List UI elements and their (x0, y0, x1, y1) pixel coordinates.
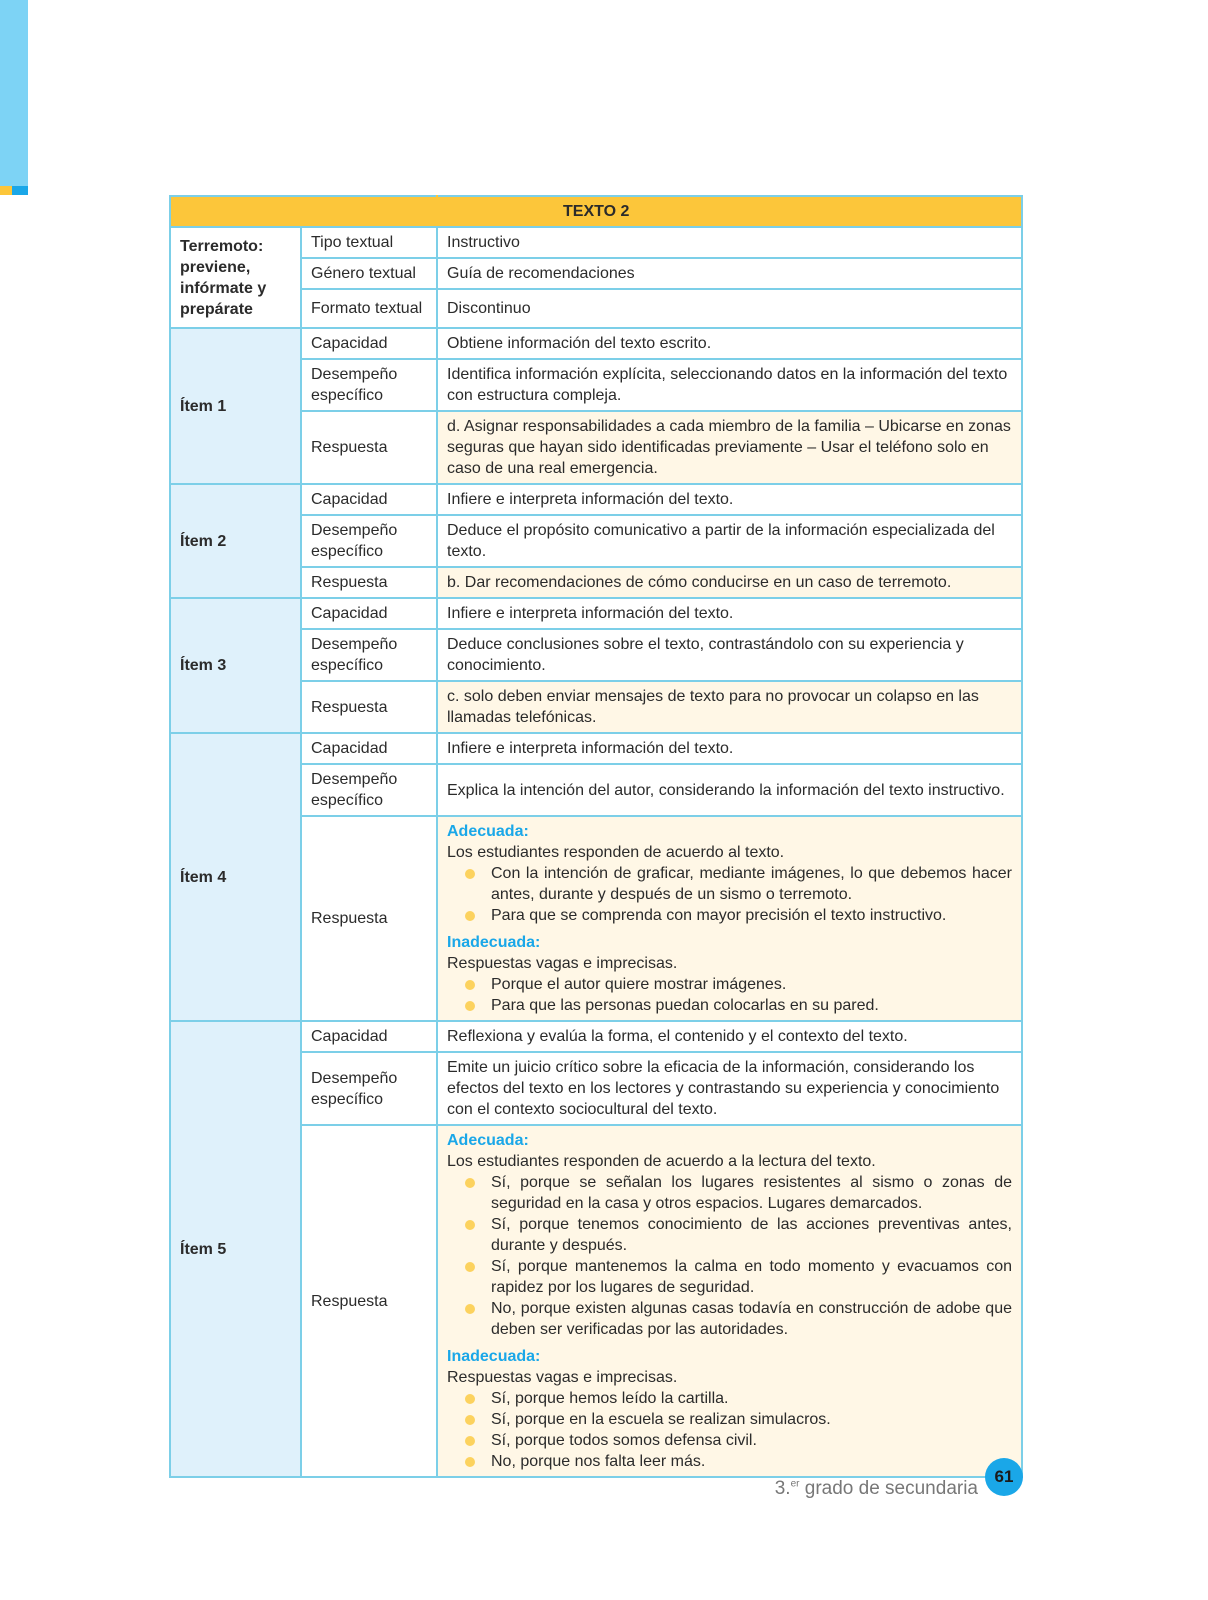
capacidad-label: Capacidad (301, 328, 437, 359)
capacidad-label: Capacidad (301, 484, 437, 515)
adecuada-list-item: Sí, porque mantenemos la calma en todo momento y evacuamos con rapidez por los lugares de seguridad. (491, 1258, 1012, 1296)
text-title-cell: Terremoto: previene, infórmate y prepárate (170, 227, 301, 328)
grade-text: grado de secundaria (799, 1478, 978, 1499)
capacidad-label: Capacidad (301, 733, 437, 764)
inadecuada-heading: Inadecuada: (447, 934, 541, 951)
capacidad-label: Capacidad (301, 598, 437, 629)
inadecuada-list-item: Para que las personas puedan colocarlas en su pared. (491, 995, 1012, 1016)
respuesta-value (437, 1125, 1022, 1477)
item-label: Ítem 5 (170, 1021, 301, 1477)
grade-superscript: er (790, 1478, 800, 1490)
respuesta-label: Respuesta (301, 1125, 437, 1477)
desempeno-label: Desempeño específico (301, 629, 437, 681)
inadecuada-intro: Respuestas vagas e imprecisas. (447, 955, 678, 972)
desempeno-value: Identifica información explícita, seleccionando datos en la información del texto con estructura compleja. (437, 359, 1022, 411)
footer-grade (775, 1478, 978, 1500)
adecuada-intro: Los estudiantes responden de acuerdo a la lectura del texto. (447, 1153, 876, 1170)
adecuada-heading: Adecuada: (447, 823, 529, 840)
capacidad-value: Reflexiona y evalúa la forma, el contenido y el contexto del texto. (437, 1021, 1022, 1052)
adecuada-list (447, 1172, 1012, 1340)
item-label: Ítem 3 (170, 598, 301, 733)
inadecuada-intro: Respuestas vagas e imprecisas. (447, 1369, 678, 1386)
text-info-label: Formato textual (301, 289, 437, 328)
respuesta-label: Respuesta (301, 567, 437, 598)
desempeno-value: Explica la intención del autor, considerando la información del texto instructivo. (437, 764, 1022, 816)
text-info-row (170, 227, 1022, 258)
capacidad-value: Infiere e interpreta información del texto. (437, 598, 1022, 629)
respuesta-value: c. solo deben enviar mensajes de texto para no provocar un colapso en las llamadas telefónicas. (437, 681, 1022, 733)
inadecuada-heading: Inadecuada: (447, 1348, 541, 1365)
text-info-value: Instructivo (437, 227, 1022, 258)
adecuada-list-item: Con la intención de graficar, mediante imágenes, lo que debemos hacer antes, durante y después de un sismo o terremoto. (491, 865, 1012, 903)
item-label: Ítem 4 (170, 733, 301, 1021)
side-color-tab (0, 186, 28, 195)
text-info-value: Discontinuo (437, 289, 1022, 328)
text-info-label: Género textual (301, 258, 437, 289)
desempeno-label: Desempeño específico (301, 359, 437, 411)
item-label: Ítem 1 (170, 328, 301, 484)
adecuada-intro: Los estudiantes responden de acuerdo al texto. (447, 844, 785, 861)
desempeno-label: Desempeño específico (301, 515, 437, 567)
desempeno-value: Emite un juicio crítico sobre la eficacia de la información, considerando los efectos del texto en los lectores y contrastando su experiencia y conocimiento con el contexto sociocultural del texto. (437, 1052, 1022, 1125)
item-capacidad-row (170, 733, 1022, 764)
respuesta-value (437, 816, 1022, 1021)
inadecuada-list-item: Sí, porque hemos leído la cartilla. (491, 1388, 1012, 1409)
text-info-label: Tipo textual (301, 227, 437, 258)
adecuada-list-item: Sí, porque tenemos conocimiento de las acciones preventivas antes, durante y después. (491, 1216, 1012, 1254)
desempeno-label: Desempeño específico (301, 764, 437, 816)
respuesta-label: Respuesta (301, 816, 437, 1021)
header-row (170, 196, 1022, 227)
table-header: TEXTO 2 (437, 196, 1022, 227)
respuesta-label: Respuesta (301, 411, 437, 484)
adecuada-heading: Adecuada: (447, 1132, 529, 1149)
inadecuada-list-item: No, porque nos falta leer más. (491, 1451, 1012, 1472)
text-info-value: Guía de recomendaciones (437, 258, 1022, 289)
adecuada-list (447, 863, 1012, 926)
grade-number: 3. (774, 1478, 791, 1499)
capacidad-label: Capacidad (301, 1021, 437, 1052)
page-number: 61 (985, 1458, 1023, 1496)
item-label: Ítem 2 (170, 484, 301, 598)
adecuada-list-item: Para que se comprenda con mayor precisión el texto instructivo. (491, 905, 1012, 926)
inadecuada-list (447, 974, 1012, 1016)
capacidad-value: Obtiene información del texto escrito. (437, 328, 1022, 359)
inadecuada-list-item: Sí, porque en la escuela se realizan simulacros. (491, 1409, 1012, 1430)
side-color-bar (0, 0, 28, 186)
respuesta-label: Respuesta (301, 681, 437, 733)
inadecuada-list-item: Sí, porque todos somos defensa civil. (491, 1430, 1012, 1451)
item-capacidad-row (170, 328, 1022, 359)
inadecuada-list (447, 1388, 1012, 1472)
capacidad-value: Infiere e interpreta información del texto. (437, 484, 1022, 515)
desempeno-value: Deduce el propósito comunicativo a partir de la información especializada del texto. (437, 515, 1022, 567)
item-capacidad-row (170, 1021, 1022, 1052)
inadecuada-list-item: Porque el autor quiere mostrar imágenes. (491, 974, 1012, 995)
answer-key-table (169, 195, 1023, 1478)
respuesta-value: b. Dar recomendaciones de cómo conducirse en un caso de terremoto. (437, 567, 1022, 598)
capacidad-value: Infiere e interpreta información del texto. (437, 733, 1022, 764)
adecuada-list-item: No, porque existen algunas casas todavía en construcción de adobe que deben ser verificadas por las autoridades. (491, 1300, 1012, 1338)
respuesta-value: d. Asignar responsabilidades a cada miembro de la familia – Ubicarse en zonas seguras que hayan sido identificadas previamente – Usar el teléfono solo en caso de una real emergencia. (437, 411, 1022, 484)
item-capacidad-row (170, 598, 1022, 629)
header-blank-cell (170, 196, 437, 227)
desempeno-value: Deduce conclusiones sobre el texto, contrastándolo con su experiencia y conocimiento. (437, 629, 1022, 681)
desempeno-label: Desempeño específico (301, 1052, 437, 1125)
adecuada-list-item: Sí, porque se señalan los lugares resistentes al sismo o zonas de seguridad en la casa y otros espacios. Lugares demarcados. (491, 1174, 1012, 1212)
item-capacidad-row (170, 484, 1022, 515)
